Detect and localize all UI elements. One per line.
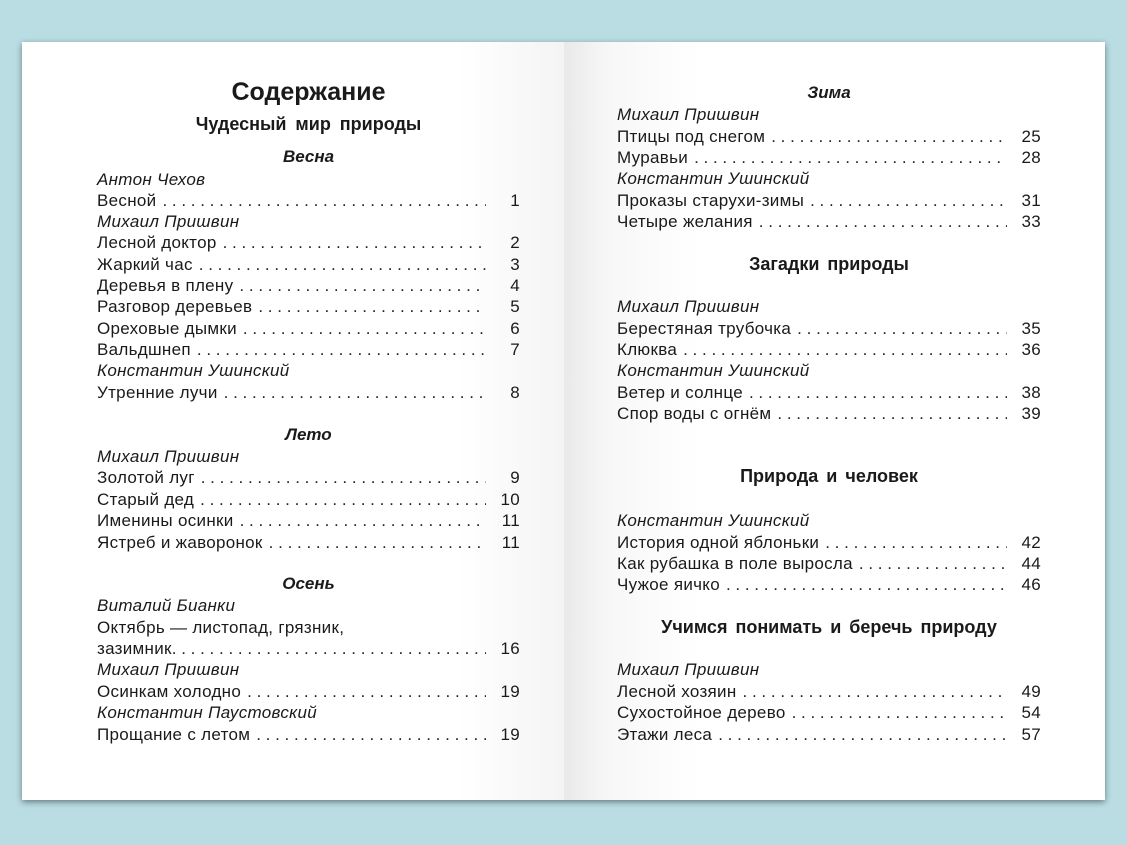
- toc-entry[interactable]: [617, 403, 1041, 424]
- dot-leader: [256, 724, 486, 745]
- dot-leader: [224, 382, 486, 403]
- section-title-winter: Зима: [807, 83, 851, 102]
- page-number: 25: [1021, 127, 1041, 146]
- dot-leader: [694, 147, 1007, 168]
- part-title-learn-to-protect: Учимся понимать и беречь природу: [661, 617, 997, 637]
- entry-title: Ореховые дымки: [97, 319, 237, 338]
- dot-leader: [759, 211, 1007, 232]
- page-number: 57: [1021, 725, 1041, 744]
- dot-leader: [792, 702, 1007, 723]
- toc-entry[interactable]: [617, 190, 1041, 211]
- entry-title: Утренние лучи: [97, 383, 218, 402]
- toc-entry[interactable]: [617, 211, 1041, 232]
- part-title-riddles: Загадки природы: [749, 254, 909, 274]
- page-number: 33: [1021, 212, 1041, 231]
- toc-entry[interactable]: [617, 681, 1041, 702]
- dot-leader: [743, 681, 1007, 702]
- toc-subheading: Чудесный мир природы: [195, 114, 422, 134]
- entry-title: Муравьи: [617, 148, 689, 167]
- entry-title: Ястреб и жаворонок: [97, 533, 263, 552]
- entry-title: зазимник: [97, 639, 172, 658]
- toc-entry[interactable]: [97, 190, 520, 211]
- toc-entry[interactable]: [617, 724, 1041, 745]
- dot-leader: [200, 489, 486, 510]
- page-number: 11: [501, 533, 520, 552]
- toc-entry[interactable]: [97, 339, 520, 360]
- page-number: 28: [1021, 148, 1041, 167]
- toc-entry[interactable]: [617, 318, 1041, 339]
- dot-leader: [201, 467, 486, 488]
- entry-title: Проказы старухи-зимы: [617, 191, 805, 210]
- dot-leader: [825, 532, 1007, 553]
- section-title-spring: Весна: [282, 147, 335, 166]
- dot-leader: [243, 318, 486, 339]
- page-number: 38: [1021, 383, 1041, 402]
- dot-leader: [797, 318, 1007, 339]
- toc-entry[interactable]: [97, 318, 520, 339]
- page-number: 44: [1021, 554, 1041, 573]
- author: Михаил Пришвин: [617, 297, 760, 316]
- entry-title: Лесной хозяин: [617, 682, 737, 701]
- dot-leader: [223, 232, 486, 253]
- page-number: 4: [510, 276, 520, 295]
- entry-title: История одной яблоньки: [617, 533, 820, 552]
- section-title-summer: Лето: [285, 425, 332, 444]
- page-number: 19: [500, 725, 520, 744]
- toc-heading: Содержание: [231, 78, 386, 106]
- dot-leader: [239, 275, 486, 296]
- toc-entry[interactable]: [97, 254, 520, 275]
- entry-title: Золотой луг: [97, 468, 195, 487]
- author: Михаил Пришвин: [97, 660, 240, 679]
- dot-leader: [777, 403, 1007, 424]
- right-page: [564, 42, 1105, 800]
- entry-title: Прощание с летом: [97, 725, 251, 744]
- author: Константин Ушинский: [617, 169, 810, 188]
- page-number: 42: [1021, 533, 1041, 552]
- toc-entry[interactable]: [617, 339, 1041, 360]
- dot-leader: [726, 574, 1007, 595]
- page-number: 49: [1021, 682, 1041, 701]
- author: Михаил Пришвин: [97, 212, 240, 231]
- entry-title: Именины осинки: [97, 511, 234, 530]
- left-page: [22, 42, 564, 800]
- toc-entry[interactable]: [97, 275, 520, 296]
- entry-title: Ветер и солнце: [617, 383, 743, 402]
- dot-leader: [199, 254, 486, 275]
- entry-title: Берестяная трубочка: [617, 319, 792, 338]
- entry-title-line[interactable]: Октябрь — листопад, грязник,: [97, 618, 345, 637]
- page-number: 39: [1021, 404, 1041, 423]
- section-title-autumn: Осень: [282, 574, 335, 593]
- entry-title: Лесной доктор: [97, 233, 217, 252]
- page-number: 9: [510, 468, 520, 487]
- entry-title: Птицы под снегом: [617, 127, 766, 146]
- toc-entry[interactable]: [617, 553, 1041, 574]
- page-number: 2: [510, 233, 520, 252]
- toc-entry[interactable]: [97, 296, 520, 317]
- author: Михаил Пришвин: [97, 447, 240, 466]
- toc-entry[interactable]: [617, 382, 1041, 403]
- toc-entry[interactable]: [617, 532, 1041, 553]
- entry-title: Осинкам холодно: [97, 682, 242, 701]
- dot-leader: [240, 510, 486, 531]
- toc-entry[interactable]: [97, 681, 520, 702]
- toc-entry[interactable]: [97, 510, 520, 531]
- dot-leader: [718, 724, 1007, 745]
- dot-leader: [810, 190, 1007, 211]
- author: Михаил Пришвин: [617, 105, 760, 124]
- entry-title: Вальдшнеп: [97, 340, 191, 359]
- toc-entry[interactable]: [97, 489, 520, 510]
- page-number: 1: [510, 191, 520, 210]
- author: Константин Ушинский: [617, 361, 810, 380]
- entry-title: Этажи леса: [617, 725, 713, 744]
- page-number: 7: [510, 340, 520, 359]
- entry-title: Жаркий час: [97, 255, 193, 274]
- entry-title: Весной: [97, 191, 157, 210]
- page-number: 8: [510, 383, 520, 402]
- toc-entry[interactable]: [97, 638, 520, 659]
- entry-title: Сухостойное дерево: [617, 703, 786, 722]
- entry-title: Четыре желания: [617, 212, 753, 231]
- toc-entry[interactable]: [617, 574, 1041, 595]
- open-book: [22, 42, 1105, 800]
- page-number: 10: [500, 490, 520, 509]
- page-number: 3: [510, 255, 520, 274]
- page-number: 54: [1021, 703, 1041, 722]
- toc-entry[interactable]: [617, 147, 1041, 168]
- author: Виталий Бианки: [97, 596, 236, 615]
- entry-title: Как рубашка в поле выросла: [617, 554, 853, 573]
- dot-leader: [771, 126, 1007, 147]
- author: Антон Чехов: [97, 170, 206, 189]
- toc-entry[interactable]: [617, 702, 1041, 723]
- entry-title: Старый дед: [97, 490, 195, 509]
- dot-leader: [258, 296, 486, 317]
- entry-title: Чужое яичко: [617, 575, 720, 594]
- dot-leader: [749, 382, 1007, 403]
- toc-entry[interactable]: [97, 382, 520, 403]
- entry-title: Деревья в плену: [97, 276, 234, 295]
- entry-title: Разговор деревьев: [97, 297, 253, 316]
- author: Михаил Пришвин: [617, 660, 760, 679]
- dot-leader: [247, 681, 486, 702]
- author: Константин Паустовский: [97, 703, 317, 722]
- toc-entry[interactable]: [97, 532, 520, 553]
- part-title-nature-and-man: Природа и человек: [740, 466, 918, 486]
- entry-title: Клюква: [617, 340, 678, 359]
- page-number: 16: [500, 639, 520, 658]
- page-number: 5: [510, 297, 520, 316]
- toc-entry[interactable]: [617, 126, 1041, 147]
- dot-leader: [162, 190, 486, 211]
- dot-leader: [269, 532, 486, 553]
- dot-leader: [172, 638, 486, 659]
- toc-entry[interactable]: [97, 467, 520, 488]
- page-number: 19: [500, 682, 520, 701]
- page-number: 11: [501, 511, 520, 530]
- page-number: 31: [1021, 191, 1041, 210]
- dot-leader: [197, 339, 486, 360]
- page-number: 6: [510, 319, 520, 338]
- dot-leader: [683, 339, 1007, 360]
- entry-title: Спор воды с огнём: [617, 404, 772, 423]
- dot-leader: [859, 553, 1007, 574]
- page-number: 35: [1021, 319, 1041, 338]
- toc-entry[interactable]: [97, 232, 520, 253]
- toc-entry[interactable]: [97, 724, 520, 745]
- page-number: 46: [1021, 575, 1041, 594]
- page-number: 36: [1021, 340, 1041, 359]
- author: Константин Ушинский: [617, 511, 810, 530]
- author: Константин Ушинский: [97, 361, 290, 380]
